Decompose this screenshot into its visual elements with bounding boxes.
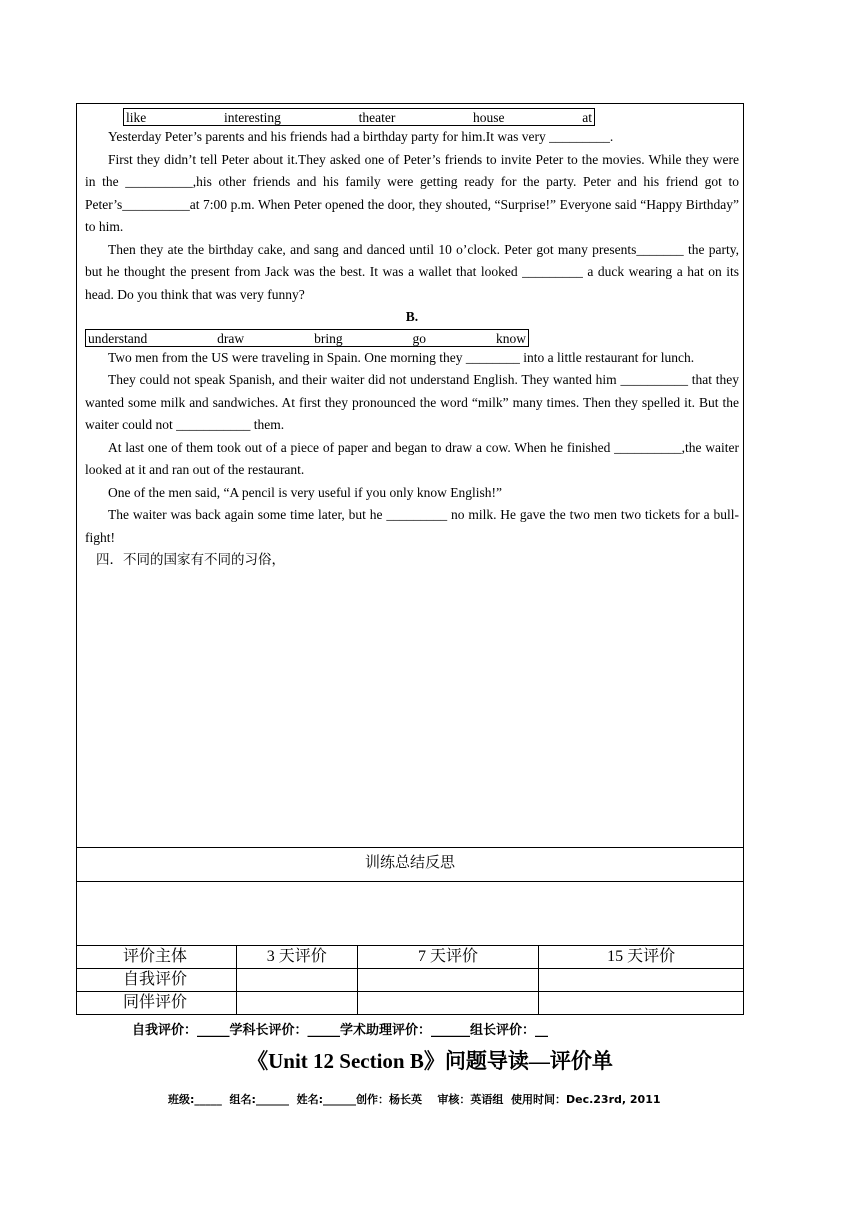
- evaluation-table: [76, 945, 744, 1015]
- evaluation-cell[interactable]: [236, 969, 357, 992]
- passage-b-paragraph: At last one of them took out of a piece of paper and began to draw a cow. When he finished __________,the waiter looked at it and ran out of the restaurant.: [85, 439, 739, 477]
- passage-a-paragraph: Then they ate the birthday cake, and sang and danced until 10 o’clock. Peter got many presents_______ the party, but he thought the present from Jack was the best. It was a wallet that looked _________ a duck wearing a hat on its head. Do you think that was very funny?: [85, 241, 739, 302]
- word-box-a: [123, 108, 595, 126]
- passage-a-paragraph: First they didn’t tell Peter about it.They asked one of Peter’s friends to invite Peter to the movies. While they were in the __________,his other friends and his family were getting ready for the party. Peter and his friend got to Peter’s__________at 7:00 p.m. When Peter opened the door, they shouted, “Surprise!” Everyone said “Happy Birthday” to him.: [85, 151, 739, 234]
- word-box-b-item: understand: [88, 330, 148, 346]
- evaluation-header-cell: 15 天评价: [539, 946, 744, 969]
- section-four-heading: 四．不同的国家有不同的习俗，: [96, 552, 285, 567]
- word-box-a-item: at: [582, 110, 592, 125]
- exercise-frame: [76, 103, 744, 848]
- evaluation-cell[interactable]: [236, 992, 357, 1015]
- reflection-area: [76, 881, 744, 946]
- word-box-a-item: interesting: [223, 110, 281, 125]
- word-box-b-item: go: [412, 330, 427, 346]
- evaluation-cell[interactable]: [539, 969, 744, 992]
- word-box-b-item: know: [495, 330, 526, 346]
- word-box-a-item: theater: [358, 110, 396, 125]
- word-box-b-item: draw: [217, 330, 245, 346]
- document-title: 《Unit 12 Section B》问题导读—评价单: [247, 1049, 613, 1073]
- evaluation-row: [77, 992, 744, 1015]
- passage-b-paragraph: One of the men said, “A pencil is very useful if you only know English!”: [108, 484, 503, 500]
- evaluation-cell[interactable]: [357, 992, 539, 1015]
- passage-a-paragraph: Yesterday Peter’s parents and his friends had a birthday party for him.It was very _________.: [108, 129, 614, 144]
- passage-b-paragraph: The waiter was back again some time later, but he _________ no milk. He gave the two men two tickets for a bull-fight!: [85, 507, 739, 545]
- passage-b-paragraph: They could not speak Spanish, and their waiter did not understand English. They wanted him __________ that they wanted some milk and sandwiches. At first they pronounced the word “milk” many times. Then they spelled it. But the waiter could not ___________ them.: [85, 372, 739, 432]
- word-box-a-item: like: [126, 110, 147, 125]
- evaluation-header-cell: 3 天评价: [236, 946, 357, 969]
- word-box-b-item: bring: [314, 330, 343, 346]
- section-b-title: B.: [405, 309, 419, 324]
- evaluation-row: [77, 969, 744, 992]
- passage-b-paragraph: Two men from the US were traveling in Spain. One morning they ________ into a little restaurant for lunch.: [108, 349, 695, 365]
- reflection-title: 训练总结反思: [76, 847, 744, 882]
- score-line: 自我评价：_____学科长评价：_____学术助理评价：______组长评价：__: [132, 1023, 549, 1038]
- evaluation-row-label: 自我评价: [77, 969, 237, 992]
- exercise-content: [85, 108, 739, 572]
- meta-line: 班级:_____ 组名:______ 姓名:______创作：杨长英 审核：英语组 使用时间：Dec.23rd, 2011: [168, 1093, 661, 1106]
- evaluation-header-cell: 7 天评价: [357, 946, 539, 969]
- word-box-a-item: house: [473, 110, 505, 125]
- evaluation-header-row: [77, 946, 744, 969]
- evaluation-header-cell: 评价主体: [77, 946, 237, 969]
- evaluation-cell[interactable]: [357, 969, 539, 992]
- evaluation-row-label: 同伴评价: [77, 992, 237, 1015]
- evaluation-cell[interactable]: [539, 992, 744, 1015]
- word-box-b: [85, 329, 529, 347]
